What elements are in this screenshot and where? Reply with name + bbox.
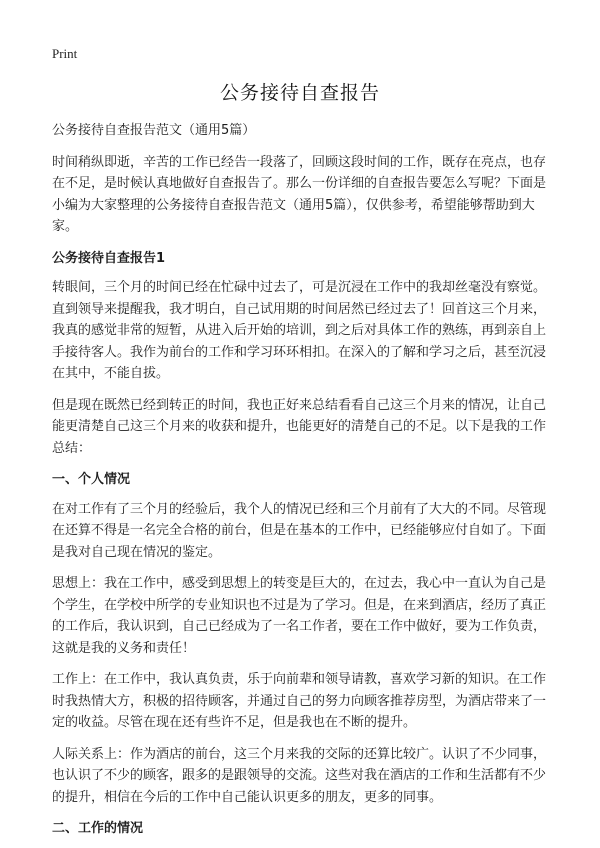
print-label: Print: [52, 46, 78, 61]
personal-paragraph-thinking: 思想上：我在工作中，感受到思想上的转变是巨大的，在过去，我心中一直认为自己是个学生，在学校中所学的专业知识也不过是为了学习。但是，在来到酒店，经历了真正的工作后，我认识到，自己已经成为了一名工作者，要在工作中做好，要为工作负责，这就是我的义务和责任！: [52, 576, 547, 656]
heading-personal-situation: 一、个人情况: [52, 472, 131, 487]
section-heading-report-1: 公务接待自查报告1: [52, 250, 166, 266]
intro-paragraph: 时间稍纵即逝，辛苦的工作已经告一段落了，回顾这段时间的工作，既存在亮点，也存在不足，是时候认真地做好自查报告了。那么一份详细的自查报告要怎么写呢？下面是小编为大家整理的公务接待自查报告范文（通用5篇），仅供参考，希望能够帮助到大家。: [52, 154, 547, 234]
document-body: [52, 120, 552, 848]
page-title: 公务接待自查报告: [219, 82, 380, 104]
personal-paragraph-work: 工作上：在工作中，我认真负责，乐于向前辈和领导请教，喜欢学习新的知识。在工作时我热情大方，积极的招待顾客，并通过自己的努力向顾客推荐房型，为酒店带来了一定的收益。尽管在现在还有些许不足，但是我也在不断的提升。: [52, 672, 547, 730]
personal-paragraph-relationships: 人际关系上：作为酒店的前台，这三个月来我的交际的还算比较广。认识了不少同事，也认识了不少的顾客，跟多的是跟领导的交流。这些对我在酒店的工作和生活都有不少的提升，相信在今后的工作中自己能认识更多的朋友，更多的同事。: [52, 746, 547, 805]
heading-work-situation: 二、工作的情况: [52, 821, 144, 836]
report-1-paragraph-2: 但是现在既然已经到转正的时间，我也正好来总结看看自己这三个月来的情况，让自己能更清楚自己这三个月来的收获和提升，也能更好的清楚自己的不足。以下是我的工作总结：: [52, 397, 547, 456]
personal-paragraph-1: 在对工作有了三个月的经验后，我个人的情况已经和三个月前有了大大的不同。尽管现在还算不得是一名完全合格的前台，但是在基本的工作中，已经能够应付自如了。下面是我对自己现在情况的鉴定。: [52, 501, 547, 560]
document-subtitle: 公务接待自查报告范文（通用5篇）: [52, 123, 256, 138]
report-1-paragraph-1: 转眼间，三个月的时间已经在忙碌中过去了，可是沉浸在工作中的我却丝毫没有察觉。直到领导来提醒我，我才明白，自己试用期的时间居然已经过去了！回首这三个月来，我真的感觉非常的短暂，从进入后开始的培训，到之后对具体工作的熟练，再到亲自上手接待客人。我作为前台的工作和学习环环相扣。在深入的了解和学习之后，甚至沉浸在其中，不能自拔。: [52, 280, 547, 381]
